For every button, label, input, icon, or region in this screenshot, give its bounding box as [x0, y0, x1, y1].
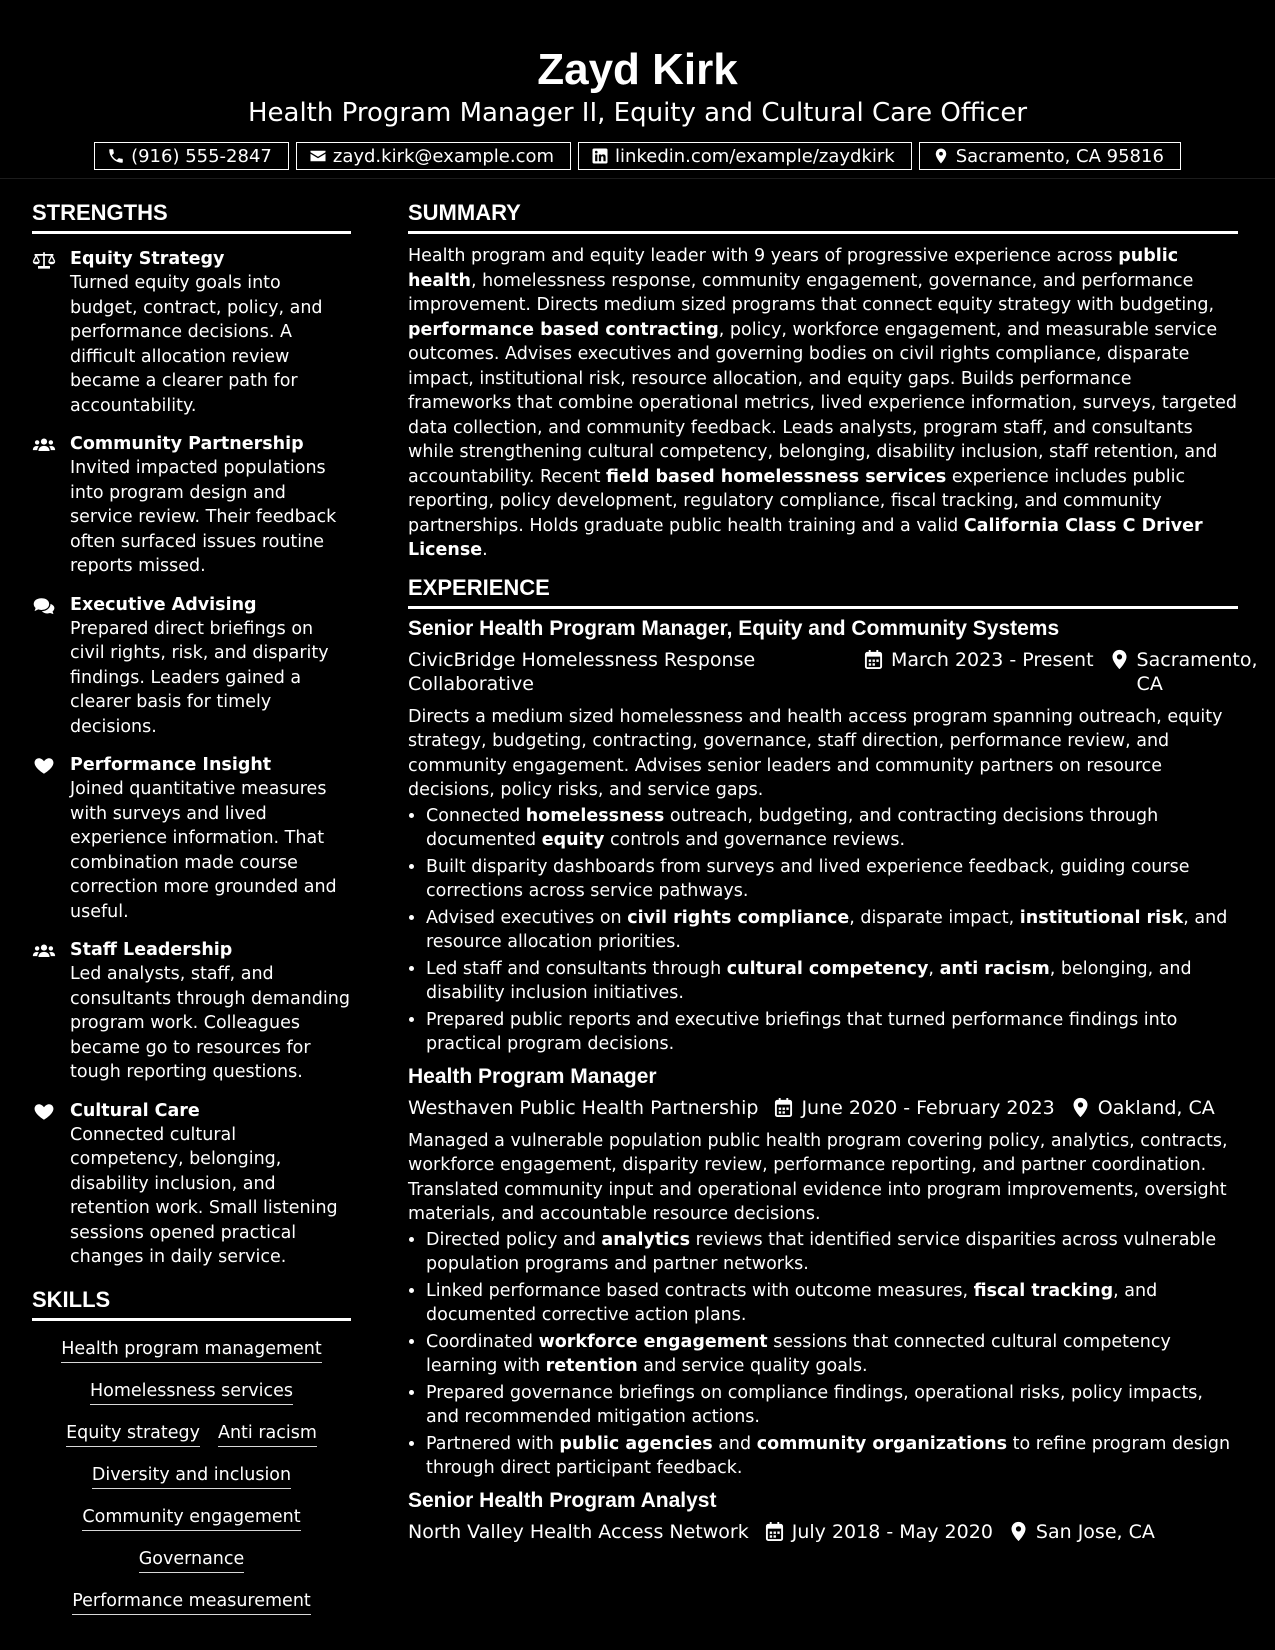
emphasis-text: field based homelessness services: [606, 466, 947, 487]
strength-body: [70, 1099, 351, 1270]
strength-title: Community Partnership: [70, 434, 304, 454]
skill-tag: Homelessness services: [90, 1380, 293, 1405]
skill-row: [32, 1506, 351, 1531]
skill-row: [32, 1548, 351, 1573]
job-meta: [408, 1520, 1238, 1544]
strength-item: [32, 1099, 351, 1270]
job-location-text: Oakland, CA: [1097, 1096, 1215, 1119]
job-title: Health Program Manager: [408, 1064, 657, 1088]
job-dates: [765, 1520, 993, 1544]
job-company: CivicBridge Homelessness Response Collaborative: [408, 648, 756, 695]
left-column: [32, 197, 351, 1632]
job-dates-text: June 2020 - February 2023: [801, 1096, 1055, 1119]
strength-item: [32, 247, 351, 418]
resume-header: [0, 0, 1275, 179]
job-dates-text: March 2023 - Present: [891, 648, 1094, 671]
emphasis-text: homelessness: [525, 805, 665, 826]
emphasis-text: public health: [408, 246, 1179, 291]
strength-title: Cultural Care: [70, 1100, 200, 1121]
right-column: [408, 197, 1258, 1544]
job-location-text: Sacramento, CA: [1136, 648, 1258, 695]
job-dates-text: July 2018 - May 2020: [791, 1520, 993, 1543]
strength-description: Turned equity goals into budget, contract, policy, and performance decisions. A difficult allocation review became a clearer path for accountability.: [70, 273, 323, 416]
emphasis-text: analytics: [601, 1229, 691, 1250]
strength-item: [32, 938, 351, 1085]
location-text: Sacramento, CA 95816: [955, 145, 1164, 167]
skill-tag: Diversity and inclusion: [92, 1464, 291, 1489]
emphasis-text: community organizations: [756, 1433, 1008, 1454]
users-icon: [32, 938, 70, 1085]
candidate-title: Health Program Manager II, Equity and Cultural Care Officer: [247, 98, 1028, 128]
linkedin-icon: [591, 147, 609, 165]
job-bullets: [408, 1228, 1238, 1481]
job-bullet: • Advised executives on civil rights compliance, disparate impact, institutional risk, and resource allocation priorities.: [426, 906, 1238, 955]
strength-description: Joined quantitative measures with surveys and lived experience information. That combination made course correction more grounded and useful.: [70, 779, 337, 922]
comments-icon: [32, 593, 70, 740]
strength-title: Performance Insight: [70, 755, 272, 775]
strength-body: [70, 593, 351, 740]
emphasis-text: institutional risk: [1019, 907, 1184, 928]
skills-list: [32, 1338, 351, 1615]
strength-description: Led analysts, staff, and consultants through demanding program work. Colleagues became go to resources for tough reporting questions.: [70, 964, 350, 1082]
linkedin-text: linkedin.com/example/zaydkirk: [615, 145, 895, 167]
strength-title: Executive Advising: [70, 594, 257, 615]
job-location-text: San Jose, CA: [1035, 1520, 1155, 1543]
experience-list: [408, 615, 1258, 1544]
emphasis-text: public agencies: [559, 1433, 713, 1454]
strength-body: [70, 432, 351, 579]
emphasis-text: retention: [545, 1356, 638, 1376]
skill-row: [32, 1590, 351, 1615]
job-title: Senior Health Program Manager, Equity and Community Systems: [408, 616, 1060, 640]
job-company: North Valley Health Access Network: [408, 1520, 749, 1543]
balance-scale-icon: [32, 247, 70, 418]
job-bullet: • Built disparity dashboards from surveys and lived experience feedback, guiding course corrections across service pathways.: [426, 855, 1238, 904]
phone-icon: [107, 147, 125, 165]
strength-title: Equity Strategy: [70, 249, 225, 269]
strength-description: Invited impacted populations into program design and service review. Their feedback often surfaced issues routine reports missed.: [70, 458, 337, 576]
job-entry: [408, 1487, 1238, 1544]
contact-email[interactable]: [296, 142, 571, 170]
calendar-icon: [864, 649, 883, 670]
strength-item: [32, 593, 351, 740]
map-marker-icon: [1110, 649, 1129, 670]
contact-phone[interactable]: [94, 142, 289, 170]
job-location: [1071, 1096, 1215, 1120]
job-title: Senior Health Program Analyst: [408, 1488, 717, 1512]
contact-bar: [0, 142, 1275, 170]
emphasis-text: California Class C Driver License: [408, 515, 1203, 560]
map-marker-icon: [932, 147, 950, 165]
skill-row: [32, 1422, 351, 1447]
job-entry: [408, 1063, 1238, 1481]
job-bullet: • Directed policy and analytics reviews that identified service disparities across vulnerable population programs and partner networks.: [426, 1228, 1238, 1277]
strength-description: Prepared direct briefings on civil rights, risk, and disparity findings. Leaders gained a clearer basis for timely decisions.: [70, 618, 329, 737]
strength-body: [70, 938, 351, 1085]
job-description: Directs a medium sized homelessness and health access program spanning outreach, equity strategy, budgeting, contracting, governance, staff direction, performance review, and community engagement. Advises senior leaders and community partners on resource decisions, policy risks, and service gaps.: [408, 706, 1223, 800]
summary-heading: SUMMARY: [408, 197, 1238, 234]
skill-tag: Governance: [139, 1548, 245, 1573]
strength-item: [32, 753, 351, 924]
map-marker-icon: [1071, 1097, 1090, 1118]
skills-heading: SKILLS: [32, 1284, 351, 1321]
skill-tag: Performance measurement: [72, 1590, 311, 1615]
emphasis-text: performance based contracting: [408, 319, 719, 340]
phone-text: (916) 555-2847: [131, 145, 272, 167]
emphasis-text: anti racism: [939, 958, 1050, 979]
skill-row: [32, 1464, 351, 1489]
job-bullet: • Partnered with public agencies and community organizations to refine program design through direct participant feedback.: [426, 1432, 1238, 1481]
emphasis-text: equity: [541, 830, 605, 850]
job-bullets: [408, 804, 1238, 1057]
candidate-name: Zayd Kirk: [537, 45, 738, 94]
strength-description: Connected cultural competency, belonging, disability inclusion, and retention work. Small listening sessions opened practical changes in daily service.: [70, 1124, 338, 1267]
job-bullet: • Coordinated workforce engagement sessions that connected cultural competency learning with retention and service quality goals.: [426, 1330, 1238, 1379]
users-icon: [32, 432, 70, 579]
heart-icon: [32, 753, 70, 924]
contact-location[interactable]: [919, 142, 1181, 170]
skill-tag: Equity strategy: [66, 1422, 200, 1447]
strength-body: [70, 247, 351, 418]
strengths-list: [32, 247, 351, 1270]
skill-tag: Anti racism: [218, 1422, 317, 1447]
summary-text: Health program and equity leader with 9 years of progressive experience across public health, homelessness response, community engagement, governance, and performance improvement. Directs medium sized programs that connect equity strategy with budgeting, performance based contracting, policy, workforce engagement, and measurable service outcomes. Advises executives and governing bodies on civil rights compliance, disparate impact, institutional risk, resource allocation, and equity gaps. Builds performance frameworks that combine operational metrics, lived experience information, surveys, targeted data collection, and community feedback. Leads analysts, program staff, and consultants while strengthening cultural competency, belonging, disability inclusion, staff retention, and accountability. Recent field based homelessness services experience includes public reporting, policy development, regulatory compliance, fiscal tracking, and community partnerships. Holds graduate public health training and a valid California Class C Driver License.: [408, 246, 1237, 560]
emphasis-text: fiscal tracking: [973, 1280, 1114, 1301]
emphasis-text: workforce engagement: [538, 1331, 768, 1352]
job-bullet: • Prepared governance briefings on compliance findings, operational risks, policy impacts, and recommended mitigation actions.: [426, 1381, 1238, 1430]
job-entry: [408, 615, 1258, 1057]
skill-tag: Community engagement: [82, 1506, 300, 1531]
calendar-icon: [774, 1097, 793, 1118]
emphasis-text: civil rights compliance: [627, 907, 850, 928]
heart-icon: [32, 1099, 70, 1270]
job-bullet: • Linked performance based contracts with outcome measures, fiscal tracking, and documented corrective action plans.: [426, 1279, 1238, 1328]
job-location: [1110, 648, 1258, 696]
map-marker-icon: [1009, 1521, 1028, 1542]
envelope-icon: [309, 147, 327, 165]
experience-heading: EXPERIENCE: [408, 572, 1238, 609]
calendar-icon: [765, 1521, 784, 1542]
job-bullet: • Led staff and consultants through cultural competency, anti racism, belonging, and disability inclusion initiatives.: [426, 957, 1238, 1006]
emphasis-text: cultural competency: [726, 958, 929, 979]
strength-title: Staff Leadership: [70, 940, 233, 960]
strengths-heading: STRENGTHS: [32, 197, 351, 234]
job-dates: [864, 648, 1094, 696]
email-text: zayd.kirk@example.com: [332, 145, 555, 167]
strength-body: [70, 753, 351, 924]
contact-linkedin[interactable]: [578, 142, 912, 170]
skill-row: [32, 1338, 351, 1363]
job-meta: [408, 1096, 1238, 1120]
strength-item: [32, 432, 351, 579]
skill-row: [32, 1380, 351, 1405]
job-location: [1009, 1520, 1155, 1544]
job-meta: [408, 648, 1258, 696]
skill-tag: Health program management: [61, 1338, 322, 1363]
job-description: Managed a vulnerable population public health program covering policy, analytics, contracts, workforce engagement, disparity review, performance reporting, and partner coordination. Translated community input and operational evidence into program improvements, oversight materials, and accountable resource decisions.: [408, 1130, 1228, 1224]
job-company: Westhaven Public Health Partnership: [408, 1096, 759, 1119]
job-bullet: • Prepared public reports and executive briefings that turned performance findings into practical program decisions.: [426, 1008, 1238, 1057]
job-dates: [774, 1096, 1054, 1120]
job-bullet: • Connected homelessness outreach, budgeting, and contracting decisions through documented equity controls and governance reviews.: [426, 804, 1238, 853]
